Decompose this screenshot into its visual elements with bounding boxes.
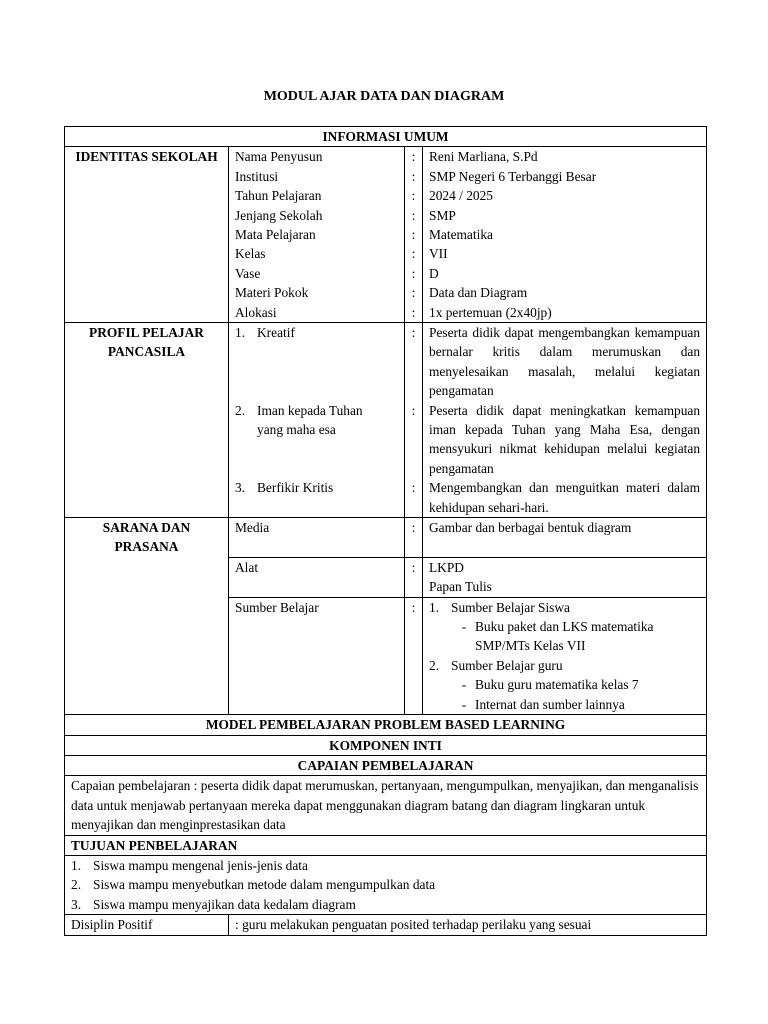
- dash: -: [461, 677, 467, 693]
- identitas-field-value: 1x pertemuan (2x40jp): [429, 304, 552, 320]
- sumber-item-text: Sumber Belajar guru: [451, 657, 563, 673]
- tujuan-list: [65, 855, 707, 914]
- sumber-item: [429, 656, 700, 675]
- tujuan-header: TUJUAN PENBELAJARAN: [65, 835, 707, 855]
- identitas-field-value: Matematika: [429, 227, 493, 243]
- disiplin-label: Disiplin Positif: [65, 915, 229, 935]
- document-title: MODUL AJAR DATA DAN DIAGRAM: [263, 89, 505, 104]
- komponen-row: [65, 735, 707, 755]
- identitas-row: [65, 147, 707, 323]
- identitas-field-label: Tahun Pelajaran: [235, 188, 322, 204]
- identitas-field-value: 2024 / 2025: [429, 188, 493, 204]
- identitas-label: [65, 147, 229, 323]
- list-number: 1.: [235, 325, 246, 341]
- identitas-field-label: Mata Pelajaran: [235, 227, 316, 243]
- colon: :: [411, 402, 416, 418]
- tujuan-item-text: Siswa mampu menyajikan data kedalam diagram: [93, 896, 356, 912]
- profil-item: [235, 478, 398, 517]
- sarana-media-row: [65, 518, 707, 558]
- disiplin-row: [65, 915, 707, 935]
- identitas-field-label: Vase: [235, 265, 261, 281]
- identitas-field-label: Alokasi: [235, 304, 277, 320]
- profil-item: [235, 401, 398, 479]
- sumber-subitem: [429, 695, 700, 714]
- profil-item-desc: Peserta didik dapat mengembangkan kemampuan bernalar kritis dalam merumuskan dan menyelesaikan masalah, melalui kegiatan pengamatan: [429, 325, 701, 399]
- alat-value: LKPD: [429, 559, 464, 575]
- identitas-field-label: Jenjang Sekolah: [235, 207, 323, 223]
- list-number: 2.: [235, 402, 246, 418]
- colon: :: [411, 285, 416, 301]
- profil-colons: [405, 323, 423, 518]
- sumber-item: [429, 598, 700, 617]
- profil-item: [235, 323, 398, 401]
- identitas-label-text: IDENTITAS SEKOLAH: [75, 149, 218, 165]
- colon: :: [411, 188, 416, 204]
- profil-item-name-cont: yang maha esa: [257, 422, 336, 438]
- colon: :: [405, 597, 423, 714]
- tujuan-list-row: [65, 855, 707, 914]
- colon: :: [405, 518, 423, 558]
- sumber-label: Sumber Belajar: [229, 597, 405, 714]
- tujuan-item: [71, 856, 700, 875]
- list-number: 3.: [71, 896, 82, 912]
- alat-values: [423, 557, 707, 597]
- sumber-subitem-text: Buku paket dan LKS matematika: [475, 619, 654, 635]
- capaian-header: CAPAIAN PEMBELAJARAN: [65, 755, 707, 775]
- colon: :: [411, 480, 416, 496]
- capaian-text: Capaian pembelajaran : peserta didik dapat merumuskan, pertanyaan, mengumpulkan, menyajikan, dan menganalisis data untuk menjawab pertanyaan mereka dapat menggunakan diagram batang dan diagram lingkaran untuk menyajikan dan menginprestasikan data: [65, 776, 707, 835]
- alat-label: Alat: [229, 557, 405, 597]
- sumber-subitem-text: Buku guru matematika kelas 7: [475, 677, 639, 693]
- sumber-values: [423, 597, 707, 714]
- profil-item-desc: Peserta didik dapat meningkatkan kemampuan iman kepada Tuhan yang Maha Esa, dengan mensyukuri nikmat kehidupan melalui kegiatan pengamatan: [429, 402, 701, 476]
- profil-item-desc: Mengembangkan dan menguitkan materi dalam kehidupan sehari-hari.: [429, 480, 701, 515]
- colon: :: [411, 325, 416, 341]
- sumber-subitem-text-cont: SMP/MTs Kelas VII: [475, 638, 586, 654]
- list-number: 1.: [71, 857, 82, 873]
- identitas-field-value: Reni Marliana, S.Pd: [429, 149, 538, 165]
- sumber-item-text: Sumber Belajar Siswa: [451, 599, 571, 615]
- list-number: 3.: [235, 480, 246, 496]
- model-header: MODEL PEMBELAJARAN PROBLEM BASED LEARNING: [65, 715, 707, 735]
- list-number: 1.: [429, 599, 440, 615]
- capaian-text-row: [65, 776, 707, 835]
- profil-label: [65, 323, 229, 518]
- informasi-umum-header-row: [65, 127, 707, 147]
- colon: :: [411, 246, 416, 262]
- identitas-field-label: Materi Pokok: [235, 285, 309, 301]
- identitas-field-label: Kelas: [235, 246, 266, 262]
- identitas-field-label: Nama Penyusun: [235, 149, 323, 165]
- informasi-umum-header: INFORMASI UMUM: [65, 127, 707, 147]
- media-value: Gambar dan berbagai bentuk diagram: [423, 518, 707, 558]
- sarana-label-text: SARANA DAN PRASANA: [102, 520, 191, 555]
- profil-descriptions: [423, 323, 707, 518]
- alat-value: Papan Tulis: [429, 579, 492, 595]
- tujuan-item-text: Siswa mampu mengenal jenis-jenis data: [93, 857, 308, 873]
- dash: -: [461, 696, 467, 712]
- dash: -: [461, 619, 467, 635]
- tujuan-item: [71, 895, 700, 914]
- sarana-label: [65, 518, 229, 715]
- profil-row: [65, 323, 707, 518]
- disiplin-value: : guru melakukan penguatan posited terhadap perilaku yang sesuai: [229, 915, 707, 935]
- identitas-field-value: SMP Negeri 6 Terbanggi Besar: [429, 168, 597, 184]
- profil-item-name: Iman kepada Tuhan: [257, 402, 363, 418]
- sumber-subitem: [429, 675, 700, 694]
- identitas-field-value: D: [429, 265, 439, 281]
- identitas-field-label: Institusi: [235, 168, 279, 184]
- komponen-header: KOMPONEN INTI: [65, 735, 707, 755]
- identitas-field-value: SMP: [429, 207, 456, 223]
- identitas-colons: [405, 147, 423, 323]
- module-table: [64, 126, 707, 936]
- profil-label-text: PROFIL PELAJAR PANCASILA: [89, 325, 204, 360]
- profil-names: [229, 323, 405, 518]
- list-number: 2.: [71, 877, 82, 893]
- tujuan-item-text: Siswa mampu menyebutkan metode dalam mengumpulkan data: [93, 877, 436, 893]
- identitas-field-value: Data dan Diagram: [429, 285, 528, 301]
- profil-item-name: Kreatif: [257, 325, 295, 341]
- identitas-labels: [229, 147, 405, 323]
- sumber-subitem: [429, 617, 700, 636]
- profil-item-name: Berfikir Kritis: [257, 480, 334, 496]
- sumber-subitem-text: Internat dan sumber lainnya: [475, 696, 625, 712]
- colon: :: [411, 149, 416, 165]
- colon: :: [411, 168, 416, 184]
- media-label: Media: [229, 518, 405, 558]
- colon: :: [411, 304, 416, 320]
- model-row: [65, 715, 707, 735]
- tujuan-item: [71, 875, 700, 894]
- colon: :: [411, 265, 416, 281]
- colon: :: [405, 557, 423, 597]
- capaian-header-row: [65, 755, 707, 775]
- identitas-values: [423, 147, 707, 323]
- identitas-field-value: VII: [429, 246, 448, 262]
- list-number: 2.: [429, 657, 440, 673]
- colon: :: [411, 207, 416, 223]
- tujuan-header-row: [65, 835, 707, 855]
- colon: :: [411, 227, 416, 243]
